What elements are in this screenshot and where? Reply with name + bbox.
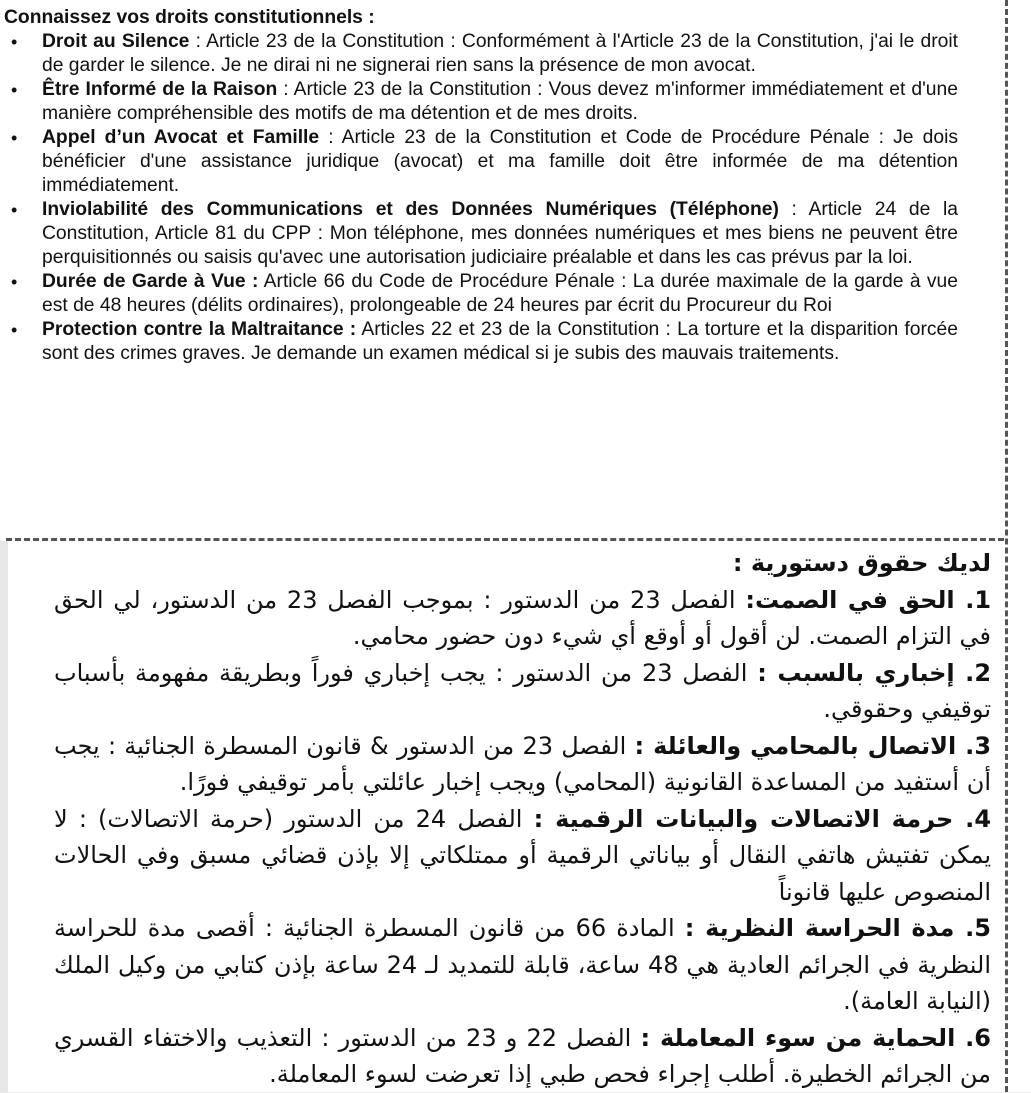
arabic-right-title: 6. الحماية من سوء المعاملة : (640, 1023, 991, 1052)
bullet-icon: • (11, 320, 18, 340)
french-rights-list (4, 30, 958, 366)
arabic-right-text: الفصل 23 من الدستور : بموجب الفصل 23 من الدستور، لي الحق في التزام الصمت. لن أقول أو أوقع أي شيء دون حضور محامي. (54, 585, 991, 650)
french-right-title: Protection contre la Maltraitance : (42, 319, 357, 340)
french-right-title: Inviolabilité des Communications et des Données Numériques (Téléphone) (42, 199, 779, 220)
french-heading: Connaissez vos droits constitutionnels : (4, 7, 375, 28)
french-rights-section (4, 6, 958, 366)
french-right-lawyer-family (4, 126, 958, 198)
arabic-rights-section (54, 545, 991, 1093)
french-right-text: : Article 24 de la Constitution, Article 81 du CPP : Mon téléphone, mes données numériques et mes biens ne peuvent être perquisitionnés ou saisis qu'avec une autorisation judiciaire préalable et dans les cas prévus par la loi. (42, 199, 958, 268)
arabic-right-text: الفصل 23 من الدستور & قانون المسطرة الجنائية : يجب أن أستفيد من المساعدة القانونية (المحامي) ويجب إخبار عائلتي بأمر توقيفي فورًا. (54, 731, 991, 796)
arabic-right-title: 3. الاتصال بالمحامي والعائلة : (634, 731, 992, 760)
arabic-right-text: الفصل 24 من الدستور (حرمة الاتصالات) : لا يمكن تفتيش هاتفي النقال أو بياناتي الرقمية أو ممتلكاتي إلا بإذن قضائي مسبق وفي الحالات المنصوص عليها قانوناً (54, 804, 991, 906)
arabic-right-text: الفصل 22 و 23 من الدستور : التعذيب والاختفاء القسري من الجرائم الخطيرة. أطلب إجراء فحص طبي إذا تعرضت لسوء المعاملة. (54, 1023, 991, 1088)
french-right-text: Article 66 du Code de Procédure Pénale : La durée maximale de la garde à vue est de 48 heures (délits ordinaires), prolongeable de 24 heures par écrit du Procureur du Roi (42, 271, 958, 316)
arabic-right-text: المادة 66 من قانون المسطرة الجنائية : أقصى مدة للحراسة النظرية في الجرائم العادية هي 48 ساعة، قابلة للتمديد لـ 24 ساعة بإذن كتابي من وكيل الملك (النيابة العامة). (54, 914, 992, 1015)
bullet-icon: • (11, 128, 18, 148)
arabic-right-text: الفصل 23 من الدستور : يجب إخباري فوراً وبطريقة مفهومة بأسباب توقيفي وحقوقي. (54, 658, 991, 723)
french-right-informed (4, 78, 958, 126)
vertical-cut-line (1005, 0, 1008, 1092)
arabic-right-silence (54, 582, 991, 655)
french-right-title: Être Informé de la Raison (42, 79, 278, 100)
bullet-icon: • (11, 80, 18, 100)
french-right-text: : Article 23 de la Constitution : Vous devez m'informer immédiatement et d'une manière compréhensible des motifs de ma détention et de mes droits. (42, 79, 958, 124)
french-right-title: Appel d’un Avocat et Famille (42, 127, 320, 148)
arabic-right-communications (54, 801, 991, 911)
arabic-right-custody-duration (54, 910, 991, 1020)
french-right-text: : Article 23 de la Constitution : Conformément à l'Article 23 de la Constitution, j'ai le droit de garder le silence. Je ne dirai ni ne signerai rien sans la présence de mon avocat. (42, 31, 958, 76)
arabic-heading: لديك حقوق دستورية : (732, 549, 991, 577)
french-right-title: Durée de Garde à Vue : (42, 271, 259, 292)
arabic-right-title: 2. إخباري بالسبب : (757, 658, 992, 687)
bullet-icon: • (11, 32, 18, 52)
french-right-communications (4, 198, 958, 270)
french-right-text: Articles 22 et 23 de la Constitution : La torture et la disparition forcée sont des crimes graves. Je demande un examen médical si je subis des mauvais traitements. (42, 319, 959, 364)
bullet-icon: • (11, 272, 18, 292)
bullet-icon: • (11, 200, 18, 220)
arabic-right-informed (54, 655, 991, 728)
french-right-silence (4, 30, 958, 78)
bottom-section-edge (0, 541, 8, 1092)
french-right-text: : Article 23 de la Constitution et Code de Procédure Pénale : Je dois bénéficier d'une assistance juridique (avocat) et ma famille doit être informée de ma détention immédiatement. (42, 127, 958, 196)
french-right-mistreatment (4, 318, 958, 366)
arabic-right-title: 4. حرمة الاتصالات والبيانات الرقمية : (533, 804, 992, 833)
french-right-title: Droit au Silence (42, 31, 190, 52)
horizontal-cut-line (6, 538, 1004, 541)
arabic-right-mistreatment (54, 1020, 991, 1093)
arabic-right-lawyer-family (54, 728, 991, 801)
arabic-right-title: 5. مدة الحراسة النظرية : (684, 914, 991, 942)
french-right-custody-duration (4, 270, 958, 318)
arabic-right-title: 1. الحق في الصمت: (745, 585, 992, 614)
